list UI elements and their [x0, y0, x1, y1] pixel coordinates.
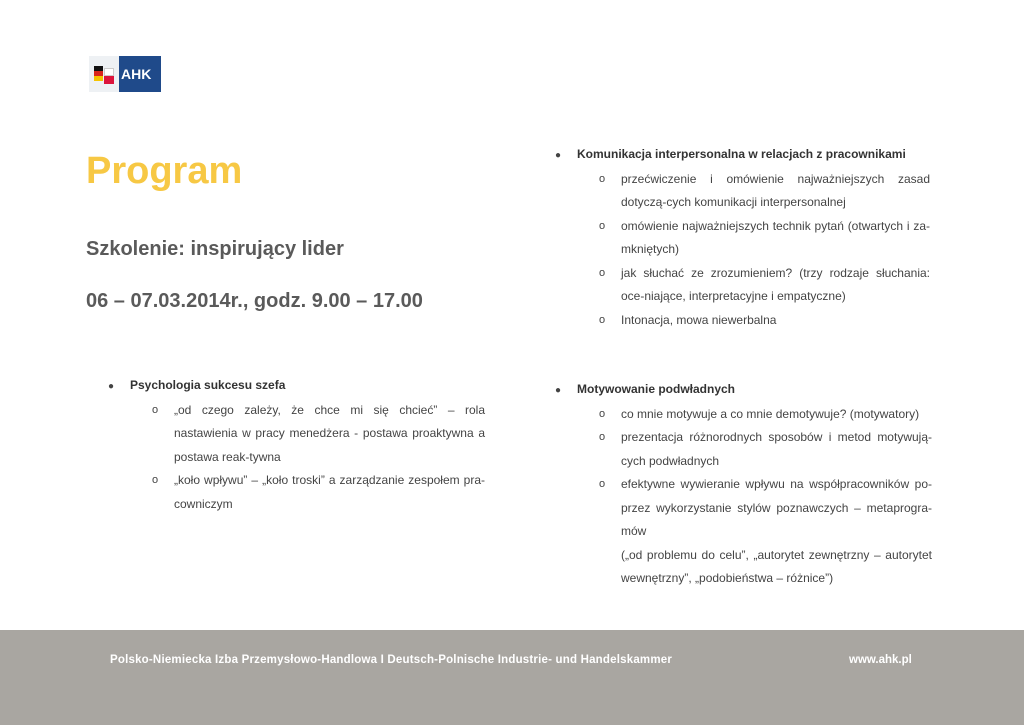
section-komunikacja: [555, 143, 930, 332]
circle-bullet-icon: o: [599, 407, 606, 420]
flags-icon: [89, 56, 119, 92]
ahk-logo: [89, 56, 161, 92]
section-heading: Psychologia sukcesu szefa: [130, 378, 286, 392]
section-heading: Komunikacja interpersonalna w relacjach z pracownikami: [577, 147, 906, 161]
bullet-icon: ●: [108, 381, 115, 392]
list-item: o omówienie najważniejszych technik pytań (otwartych i za-mkniętych): [599, 215, 930, 262]
list-item: o prezentacja różnorodnych sposobów i metod motywują-cych podwładnych: [599, 426, 932, 473]
training-subtitle: Szkolenie: inspirujący lider: [86, 238, 344, 260]
circle-bullet-icon: o: [152, 403, 159, 416]
circle-bullet-icon: o: [599, 478, 606, 490]
footer: [0, 630, 1024, 725]
list-item: o „koło wpływu” – „koło troski” a zarządzanie zespołem pra-cowniczym: [152, 469, 485, 516]
list-item: o przećwiczenie i omówienie najważniejszych zasad dotyczą-cych komunikacji interpersonalnej: [599, 168, 930, 215]
circle-bullet-icon: o: [152, 474, 159, 486]
list-item: o co mnie motywuje a co mnie demotywuje? (motywatory): [599, 403, 932, 427]
list-item: o efektywne wywieranie wpływu na współpracowników po-przez wykorzystanie stylów poznawczych – metaprogra-mów: [599, 473, 932, 544]
list-item: o „od czego zależy, że chce mi się chcieć” – rola nastawienia w pracy menedżera - postawa proaktywna a postawa reak-tywna: [152, 399, 485, 470]
circle-bullet-icon: o: [599, 313, 606, 326]
circle-bullet-icon: o: [599, 172, 606, 185]
bullet-icon: ●: [555, 150, 562, 161]
page-title: Program: [86, 150, 243, 192]
circle-bullet-icon: o: [599, 266, 606, 279]
section-motywowanie: [555, 378, 932, 591]
training-date: 06 – 07.03.2014r., godz. 9.00 – 17.00: [86, 290, 423, 312]
bullet-icon: ●: [555, 385, 562, 396]
circle-bullet-icon: o: [599, 219, 606, 232]
section-note: („od problemu do celu”, „autorytet zewnętrzny – autorytet wewnętrzny”, „podobieństwa – różnice”): [621, 547, 932, 585]
section-heading: Motywowanie podwładnych: [577, 382, 736, 396]
circle-bullet-icon: o: [599, 431, 606, 443]
section-psychologia: [108, 374, 485, 516]
footer-url: www.ahk.pl: [849, 654, 912, 666]
list-item: o jak słuchać ze zrozumieniem? (trzy rodzaje słuchania: oce-niające, interpretacyjne i empatyczne): [599, 262, 930, 309]
list-item: o Intonacja, mowa niewerbalna: [599, 309, 930, 333]
logo-text: AHK: [119, 56, 161, 92]
footer-organization: Polsko-Niemiecka Izba Przemysłowo-Handlowa I Deutsch-Polnische Industrie- und Handelskammer: [110, 654, 673, 666]
